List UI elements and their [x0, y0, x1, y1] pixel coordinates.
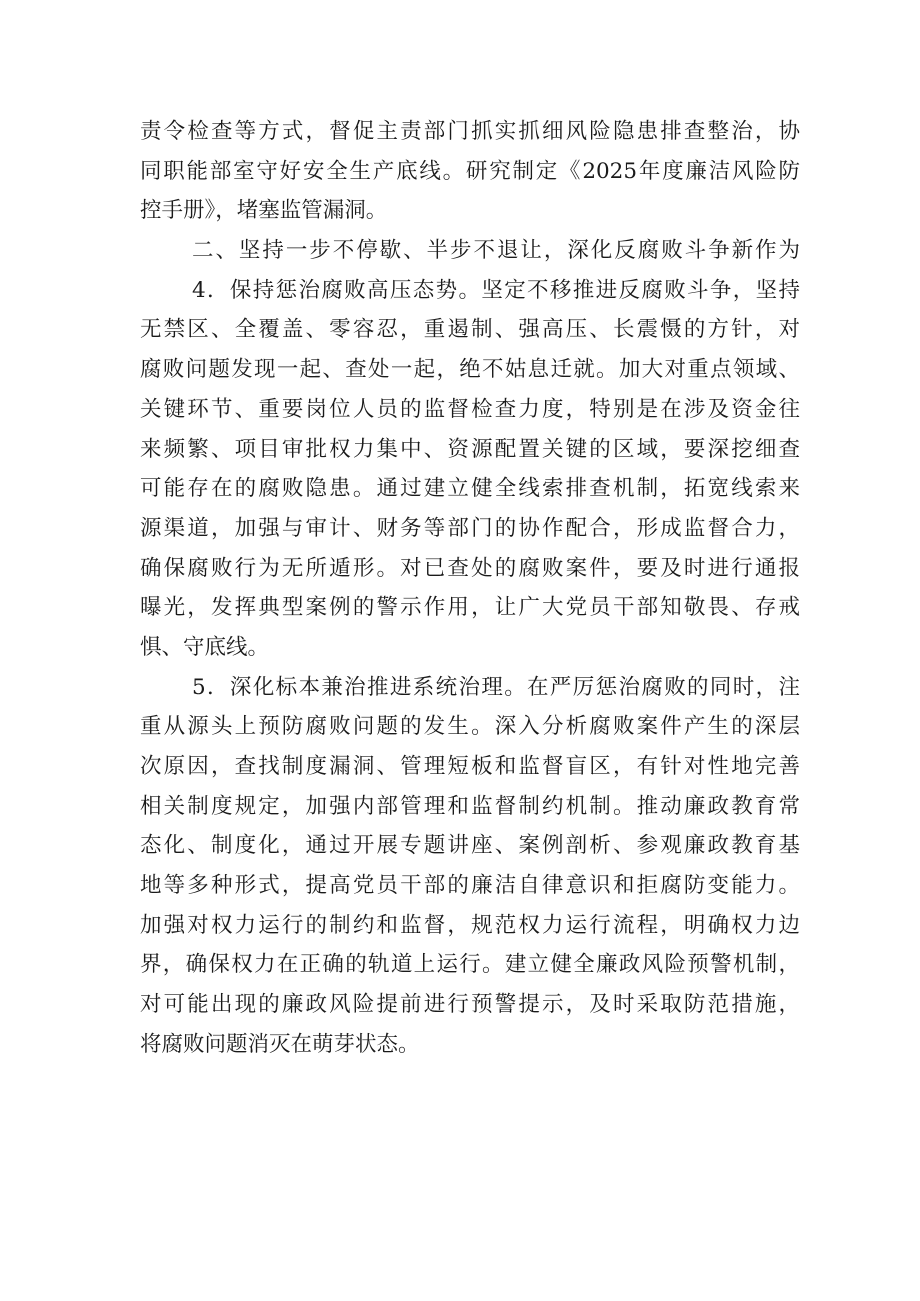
text-line: 腐败问题发现一起、查处一起，绝不姑息迁就。加大对重点领域、 [140, 357, 800, 383]
text-line: 关键环节、重要岗位人员的监督检查力度，特别是在涉及资金往 [140, 396, 800, 422]
paragraph-item-5 [140, 668, 800, 1065]
text-line: 加强对权力运行的制约和监督，规范权力运行流程，明确权力边 [140, 912, 800, 938]
paragraph-item-4 [140, 271, 800, 668]
text-line: 确保腐败行为无所遁形。对已查处的腐败案件，要及时进行通报 [140, 555, 800, 581]
text-line: 界，确保权力在正确的轨道上运行。建立健全廉政风险预警机制， [140, 952, 800, 978]
text-line: 来频繁、项目审批权力集中、资源配置关键的区域，要深挖细查 [140, 436, 800, 462]
document-body [140, 112, 800, 1065]
text-line: 无禁区、全覆盖、零容忍，重遏制、强高压、长震慑的方针，对 [140, 317, 800, 343]
text-line: 重从源头上预防腐败问题的发生。深入分析腐败案件产生的深层 [140, 714, 800, 740]
text-line: 同职能部室守好安全生产底线。研究制定《2025年度廉洁风险防 [140, 158, 800, 184]
text-line: 惧、守底线。 [140, 634, 270, 660]
text-line: 责令检查等方式，督促主责部门抓实抓细风险隐患排查整治，协 [140, 119, 800, 144]
text-line: 4．保持惩治腐败高压态势。坚定不移推进反腐败斗争，坚持 [192, 277, 800, 303]
section-heading [140, 231, 800, 271]
text-line: 态化、制度化，通过开展专题讲座、案例剖析、参观廉政教育基 [140, 833, 800, 859]
text-line: 地等多种形式，提高党员干部的廉洁自律意识和拒腐防变能力。 [140, 873, 800, 899]
paragraph-continuation [140, 112, 800, 231]
text-line: 将腐败问题消灭在萌芽状态。 [140, 1031, 420, 1057]
text-line: 控手册》，堵塞监管漏洞。 [140, 198, 388, 224]
text-line: 源渠道，加强与审计、财务等部门的协作配合，形成监督合力， [140, 515, 800, 541]
text-line: 可能存在的腐败隐患。通过建立健全线索排查机制，拓宽线索来 [140, 476, 800, 502]
heading-line: 二、坚持一步不停歇、半步不退让，深化反腐败斗争新作为 [192, 238, 800, 264]
text-line: 曝光，发挥典型案例的警示作用，让广大党员干部知敬畏、存戒 [140, 595, 800, 621]
text-line: 对可能出现的廉政风险提前进行预警提示，及时采取防范措施， [140, 992, 800, 1018]
text-line: 次原因，查找制度漏洞、管理短板和监督盲区，有针对性地完善 [140, 754, 800, 779]
text-line: 相关制度规定，加强内部管理和监督制约机制。推动廉政教育常 [140, 793, 800, 819]
text-line: 5．深化标本兼治推进系统治理。在严厉惩治腐败的同时，注 [192, 674, 800, 700]
